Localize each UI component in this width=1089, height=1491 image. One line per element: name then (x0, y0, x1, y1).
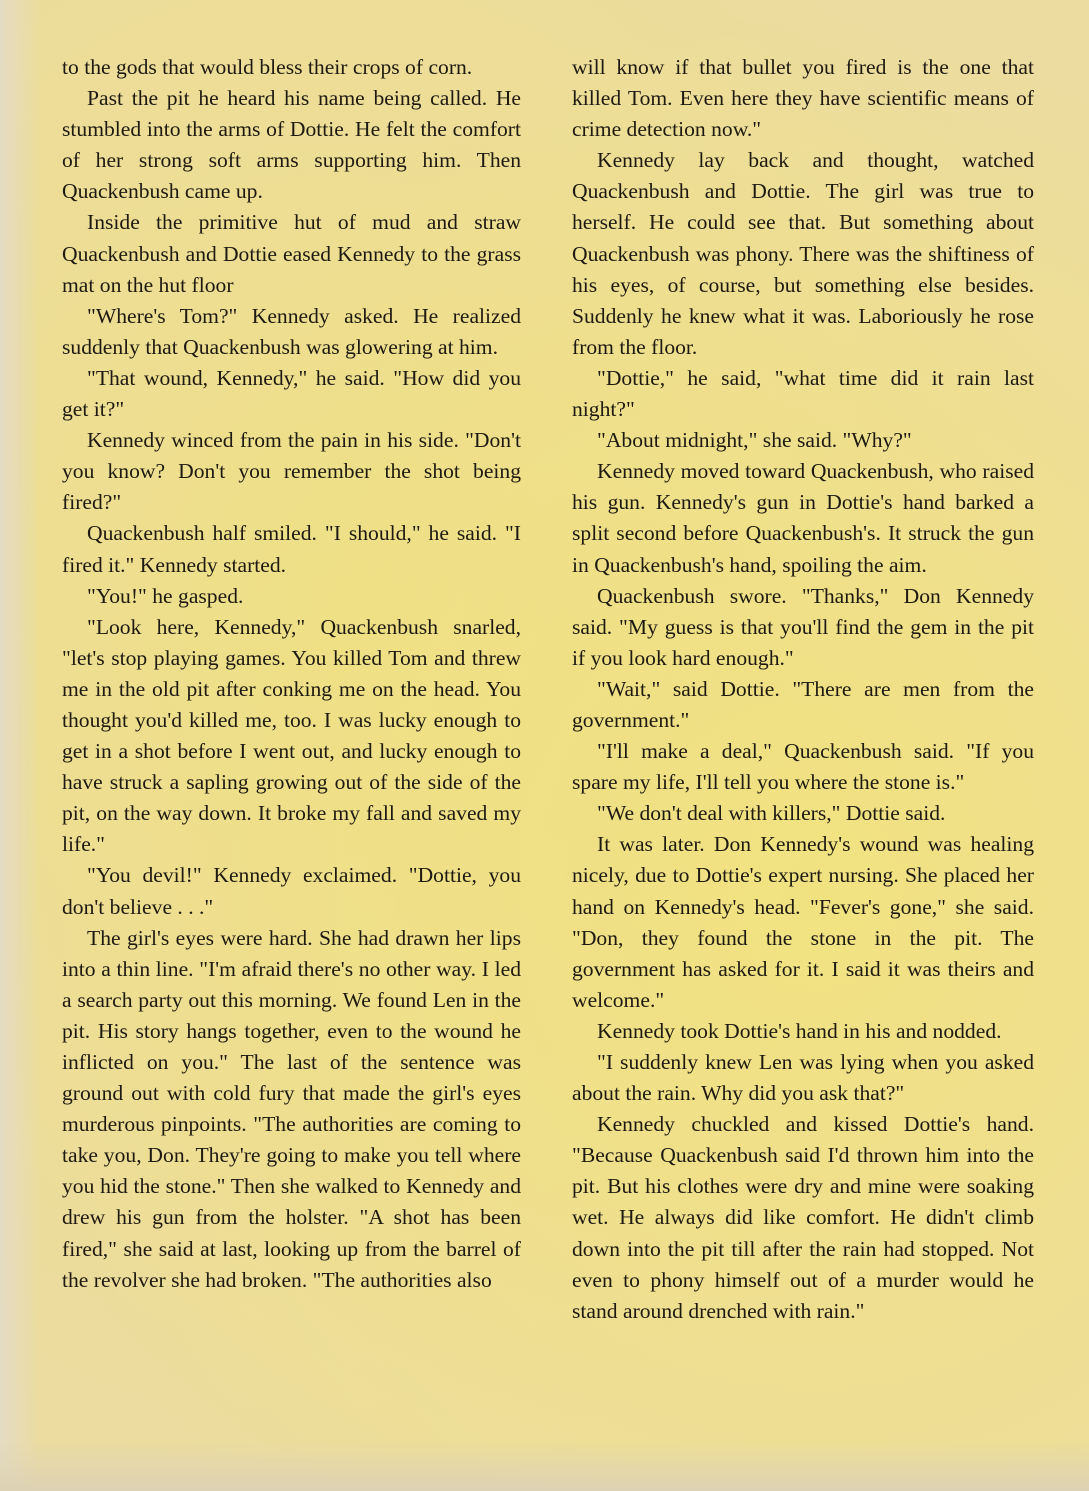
paragraph: "We don't deal with killers," Dottie said. (597, 801, 946, 826)
paragraph: "You!" he gasped. (87, 583, 244, 608)
paragraph: Quackenbush swore. "Thanks," Don Kennedy said. "My guess is that you'll find the gem in the pit if you look hard enough." (572, 583, 1034, 670)
paragraph: "Wait," said Dottie. "There are men from the government." (572, 676, 1034, 732)
paragraph: The girl's eyes were hard. She had drawn her lips into a thin line. "I'm afraid there's no other way. I led a search party out this morning. We found Len in the pit. His story hangs together, even to the wound he inflicted on you." The last of the sentence was ground out with cold fury that made the girl's eyes murderous pinpoints. "The authorities are coming to take you, Don. They're going to make you tell where you hid the stone." Then she walked to Kennedy and drew his gun from the holster. "A shot has been fired," she said at last, looking up from the barrel of the revolver she had broken. "The authorities also (62, 925, 521, 1292)
paragraph: "You devil!" Kennedy exclaimed. "Dottie, you don't believe . . ." (62, 863, 521, 919)
paragraph: Kennedy winced from the pain in his side. "Don't you know? Don't you remember the shot being fired?" (62, 428, 521, 515)
paragraph: "Look here, Kennedy," Quackenbush snarled, "let's stop playing games. You killed Tom and threw me in the old pit after conking me on the head. You thought you'd killed me, too. I was lucky enough to get in a shot before I went out, and lucky enough to have struck a sapling growing out of the side of the pit, on the way down. It broke my fall and saved my life." (62, 614, 521, 857)
paragraph: It was later. Don Kennedy's wound was healing nicely, due to Dottie's expert nursing. She placed her hand on Kennedy's head. "Fever's gone," she said. "Don, they found the stone in the pit. The government has asked for it. I said it was theirs and welcome." (572, 832, 1034, 1012)
paragraph: Kennedy took Dottie's hand in his and nodded. (597, 1018, 1002, 1043)
paragraph: "I'll make a deal," Quackenbush said. "If you spare my life, I'll tell you where the stone is." (572, 739, 1034, 795)
paragraph: to the gods that would bless their crops of corn. (62, 55, 473, 79)
paragraph: Quackenbush half smiled. "I should," he said. "I fired it." Kennedy started. (62, 521, 521, 577)
paragraph: "About midnight," she said. "Why?" (597, 428, 912, 453)
page-edge-left (0, 0, 40, 1491)
left-text-column (62, 52, 521, 1296)
page-edge-bottom (0, 1441, 1089, 1491)
paragraph: "That wound, Kennedy," he said. "How did you get it?" (62, 365, 521, 422)
paragraph: Kennedy lay back and thought, watched Quackenbush and Dottie. The girl was true to herself. He could see that. But something about Quackenbush was phony. There was the shiftiness of his eyes, of course, but something else besides. Suddenly he knew what it was. Laboriously he rose from the floor. (572, 148, 1034, 359)
paragraph: Kennedy moved toward Quackenbush, who raised his gun. Kennedy's gun in Dottie's hand barked a split second before Quackenbush's. It struck the gun in Quackenbush's hand, spoiling the aim. (572, 459, 1034, 577)
paragraph: Past the pit he heard his name being called. He stumbled into the arms of Dottie. He felt the comfort of her strong soft arms supporting him. Then Quackenbush came up. (62, 86, 521, 204)
right-text-column (572, 52, 1034, 1327)
paragraph: will know if that bullet you fired is the one that killed Tom. Even here they have scientific means of crime detection now." (572, 55, 1034, 142)
paragraph: "Dottie," he said, "what time did it rain last night?" (572, 365, 1034, 422)
paragraph: Inside the primitive hut of mud and straw Quackenbush and Dottie eased Kennedy to the grass mat on the hut floor (62, 210, 521, 297)
paragraph: "I suddenly knew Len was lying when you asked about the rain. Why did you ask that?" (572, 1050, 1034, 1106)
paragraph: "Where's Tom?" Kennedy asked. He realized suddenly that Quackenbush was glowering at him. (62, 303, 521, 359)
paragraph: Kennedy chuckled and kissed Dottie's hand. "Because Quackenbush said I'd thrown him into the pit. But his clothes were dry and mine were soaking wet. He always did like comfort. He didn't climb down into the pit till after the rain had stopped. Not even to phony himself out of a murder would he stand around drenched with rain." (572, 1112, 1034, 1323)
